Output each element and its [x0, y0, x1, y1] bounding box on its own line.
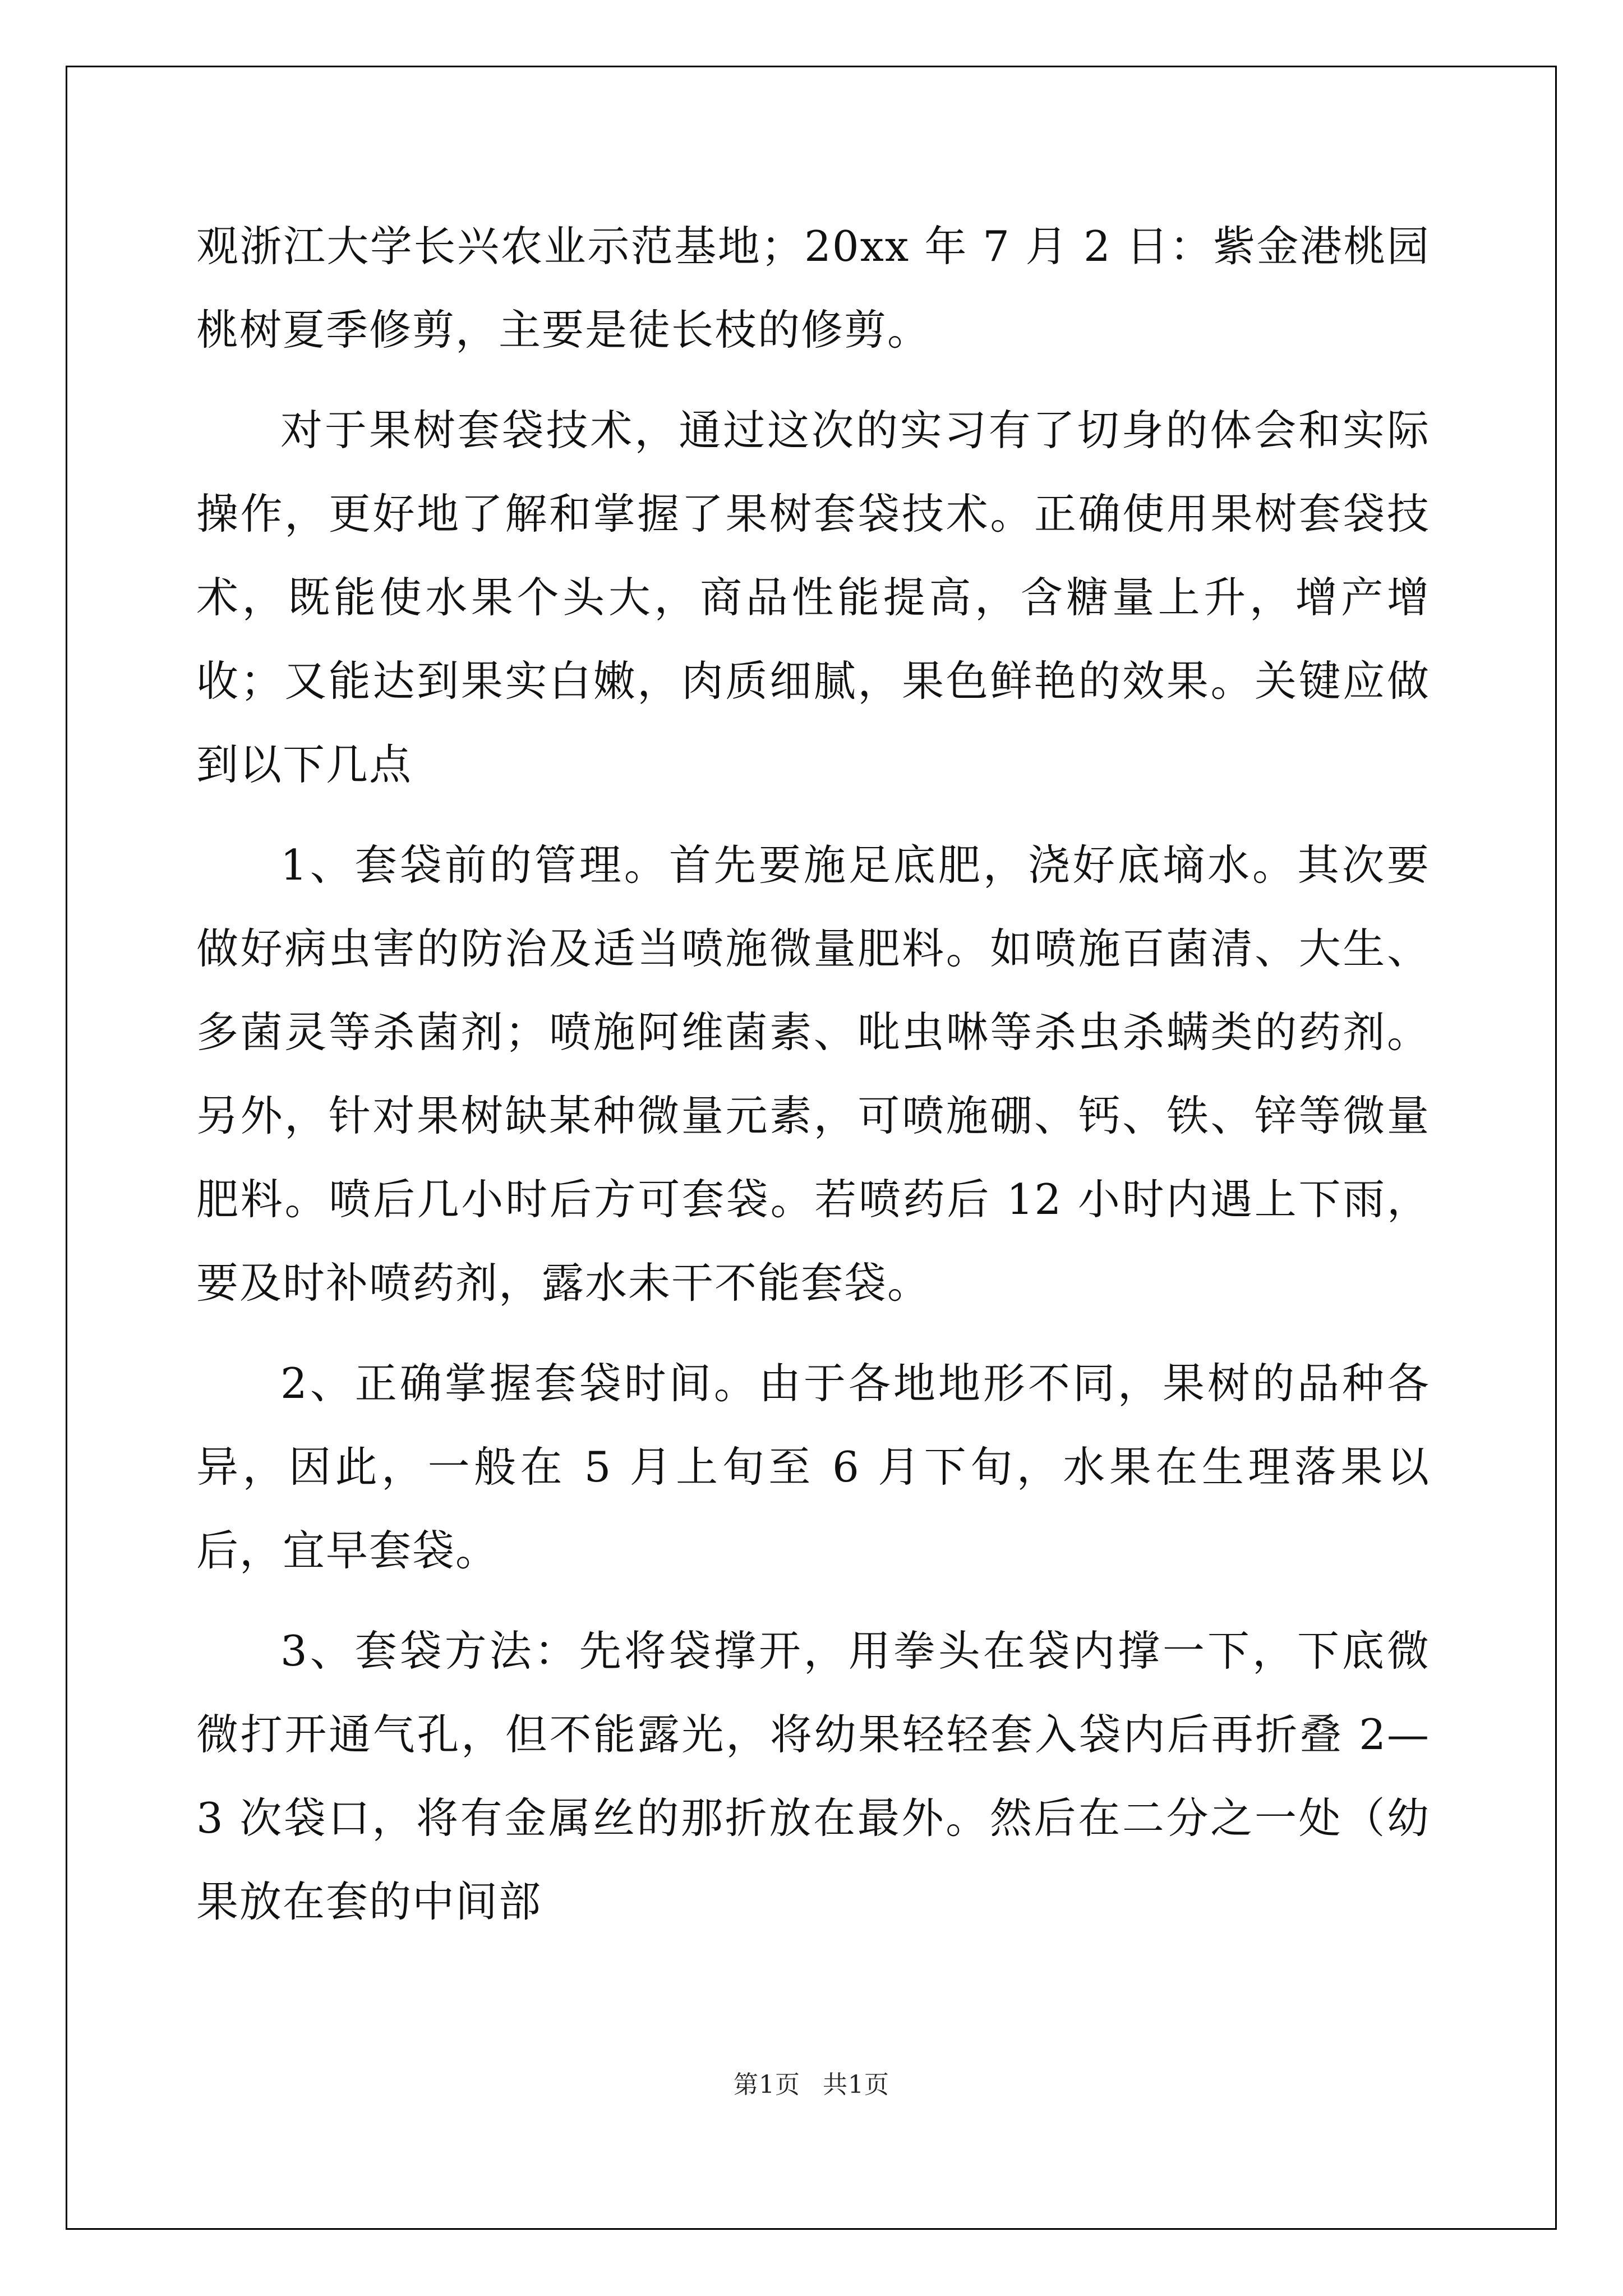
document-body — [196, 205, 1430, 1944]
page-number-current: 第1页 — [734, 2070, 800, 2099]
page-number-total: 共1页 — [823, 2070, 889, 2099]
page-footer — [0, 2064, 1623, 2100]
paragraph-2: 对于果树套袋技术，通过这次的实习有了切身的体会和实际操作，更好地了解和掌握了果树套袋技术。正确使用果树套袋技术，既能使水果个头大，商品性能提高，含糖量上升，增产增收；又能达到果实白嫩，肉质细腻，果色鲜艳的效果。关键应做到以下几点 — [196, 406, 1430, 789]
paragraph-3: 1、套袋前的管理。首先要施足底肥，浇好底墒水。其次要做好病虫害的防治及适当喷施微量肥料。如喷施百菌清、大生、多菌灵等杀菌剂；喷施阿维菌素、吡虫啉等杀虫杀螨类的药剂。另外，针对果树缺某种微量元素，可喷施硼、钙、铁、锌等微量肥料。喷后几小时后方可套袋。若喷药后 12 小时内遇上下雨，要及时补喷药剂，露水未干不能套袋。 — [196, 840, 1430, 1308]
paragraph-5: 3、套袋方法：先将袋撑开，用拳头在袋内撑一下，下底微微打开通气孔，但不能露光，将幼果轻轻套入袋内后再折叠 2—3 次袋口，将有金属丝的那折放在最外。然后在二分之一处（幼果放在套的中间部 — [196, 1626, 1430, 1926]
paragraph-4: 2、正确掌握套袋时间。由于各地地形不同，果树的品种各异，因此，一般在 5 月上旬至 6 月下旬，水果在生理落果以后，宜早套袋。 — [196, 1359, 1430, 1575]
paragraph-1: 观浙江大学长兴农业示范基地；20xx 年 7 月 2 日：紫金港桃园桃树夏季修剪，主要是徒长枝的修剪。 — [196, 222, 1430, 355]
